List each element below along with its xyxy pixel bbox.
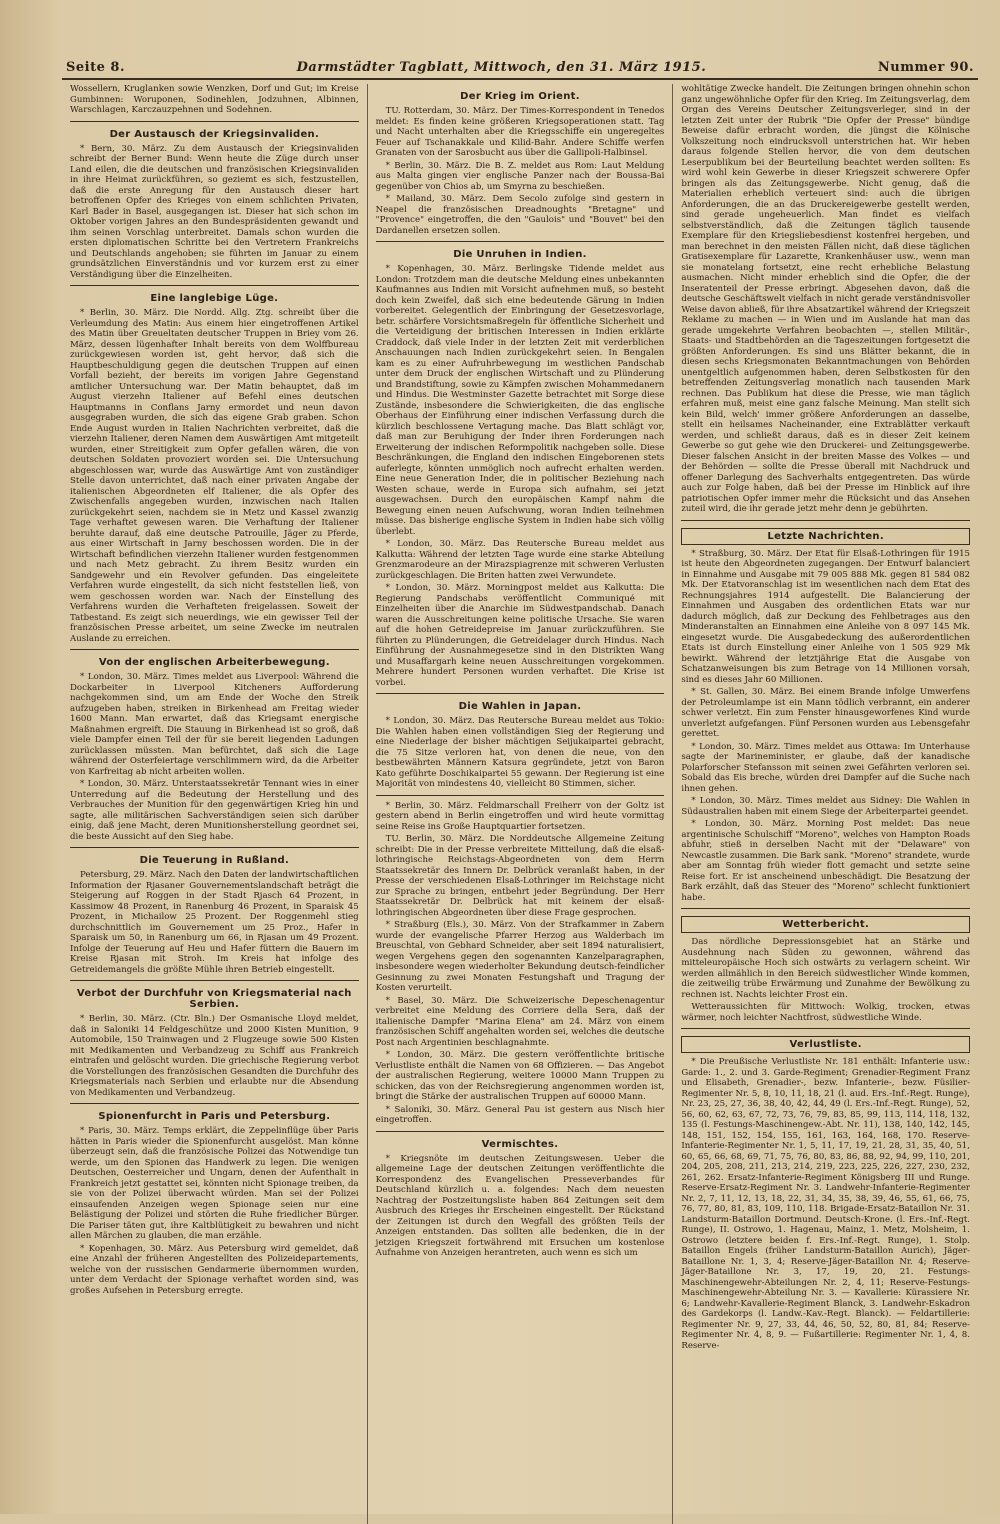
article-text: * London, 30. März. Die gestern veröffentlichte britische Verlustliste enthält die Namen von 68 Offizieren. — Das Angebot der australischen Regierung, weitere 10000 Mann Truppen zu schicken, das von der Reichsregierung angenommen worden ist, bringt die Stärke der australischen Truppen auf 60000 Mann. [375,1050,665,1102]
article-text: * London, 30. März. Unterstaatssekretär Tennant wies in einer Unterredung auf die Bedeutung der Herstellung und des Verbrauches der Munition für den gegenwärtigen Krieg hin und sagte, alle militärischen Sachverständigen seien sich darüber einig, daß jene Macht, deren Munitionsherstellung geordnet sei, die beste Aussicht auf den Sieg habe. [70,779,359,842]
article-text: * Bern, 30. März. Zu dem Austausch der Kriegsinvaliden schreibt der Berner Bund: Wenn heute die Züge durch unser Land eilen, die die deutschen und französischen Kriegsinvaliden in ihre Heimat zurückführen, so geziemt es sich, festzustellen, daß die erste Anregung für den Austausch dieser hart betroffenen Opfer des Krieges von einem schlichten Privaten, Karl Bader in Basel, ausgegangen ist. Dieser hat sich schon im Oktober vorigen Jahres an den Bundespräsidenten gewandt und ihm seinen Vorschlag unterbreitet. Damals schon wurden die ersten diplomatischen Schritte bei den Vertretern Frankreichs und Deutschlands angehoben; sie führten im Januar zu einem grundsätzlichen Einverständnis und vor kurzem erst zu einer Verständigung über die Einzelheiten. [70,143,359,280]
column-1 [62,84,368,1524]
newspaper-title-date: Darmstädter Tagblatt, Mittwoch, den 31. März 1915. [296,60,707,75]
article-text: * London, 30. März. Das Reutersche Bureau meldet aus Tokio: Die Wahlen haben einen vollständigen Sieg der Regierung und eine Niederlage der bisher mächtigen Seijukaipartei gebracht, die 75 Sitze verloren hat, von denen die neue, von den bestbewährten Männern Katsura gegründete, jetzt von Baron Kato geführte Doschikaipartei 55 gewann. Der Regierung ist eine Majorität von mindestens 40, vielleicht 80 Stimmen, sicher. [375,716,665,789]
article-text: TU. Rotterdam, 30. März. Der Times-Korrespondent in Tenedos meldet: Es finden keine größeren Kriegsoperationen statt. Tag und Nacht unterhalten aber die Kriegsschiffe ein ungeregeltes Feuer auf Tschanakkale und Kilid-Bahr. Andere Schiffe werfen Granaten von der Sarosbucht aus über die Gallipoli-Halbinsel. [375,106,665,158]
article-text: * London, 30. März. Morningpost meldet aus Kalkutta: Die Regierung Pandschabs veröffentlicht Communiqué mit Einzelheiten über die Anarchie im Südwestpandschab. Danach waren die Ausschreitungen keine politische Ursache. Sie waren auf die hohen Getreidepreise im Januar zurückzuführen. Sie führten zu Plünderungen, die Getreidelager durch Hindus. Nach Einführung der Ausnahmegesetze sind in den Distrikten Wang und Musaffargarh keine neuen Ausschreitungen vorgekommen. Mehrere hundert Personen wurden verhaftet. Die Krise ist vorbei. [375,583,665,688]
article-text: * Straßburg (Els.), 30. März. Von der Strafkammer in Zabern wurde der evangelische Pfarrer Herzog aus Walderbach im Breuschtal, von Gebhard Schneider, aber seit 1894 naturalisiert, wegen Vergehens gegen den sogenannten Kanzelparagraphen, insbesondere wegen wiederholter Bekundung deutsch-feindlicher Gesinnung zu zwei Monaten Festungshaft und Tragung der Kosten verurteilt. [375,920,665,993]
article-heading: Die Wahlen in Japan. [458,701,582,712]
article-text: * London, 30. März. Morning Post meldet: Das neue argentinische Schulschiff "Moreno", welches von Hampton Roads abfuhr, stieß in derselben Nacht mit der "Delaware" von Newcastle zusammen. Die Bark sank. "Moreno" strandete, wurde aber am Sonntag früh wieder flott gemacht und setzte seine Reise fort. Er ist anscheinend unbeschädigt. Die Besatzung der Bark erzählt, daß das Steuer des "Moreno" schlecht funktioniert habe. [681,819,971,903]
divider [681,908,970,909]
divider [70,1103,359,1104]
article-text: * St. Gallen, 30. März. Bei einem Brande infolge Umwerfens der Petroleumlampe ist ein Mann tödlich verbrannt, ein anderer schwer verletzt. Ein zum Fenster hinausgeworfenes Kind wurde unverletzt aufgefangen. Fünf Personen wurden aus Lebensgefahr gerettet. [681,687,971,739]
masthead [62,8,978,80]
column-2 [368,84,674,1524]
divider [681,1028,970,1029]
article-heading: Spionenfurcht in Paris und Petersburg. [98,1111,331,1122]
article-text: * London, 30. März. Times meldet aus Ottawa: Im Unterhause sagte der Marineminister, er glaube, daß der kanadische Polarforscher Stefansson mit seinen zwei Gefährten verloren sei. Sobald das Eis breche, würden drei Dampfer auf die Suche nach ihnen gehen. [681,741,971,794]
article-text: * Berlin, 30. März. Die B. Z. meldet aus Rom: Laut Meldung aus Malta gingen vier englische Panzer nach der Boussa-Bai gegenüber von Chios ab, um Smyrna zu beschießen. [375,160,665,192]
divider [70,980,359,981]
article-text: * Kopenhagen, 30. März. Berlingske Tidende meldet aus London: Trotzdem man die deutsche Meldung eines unbekannten Kaufmannes aus Indien mit Vorsicht aufnehmen muß, so besteht doch kein Zweifel, daß sich eine bedeutende Gärung in Indien vorbereitet. Gelegentlich der Einbringung der Gesetzesvorlage, betr. schärfere Vorsichtsmaßregeln für öffentliche Sicherheit und die Verteidigung der britischen Interessen in Indien erklärte Craddock, daß viele Inder in der letzten Zeit mit verderblichen Anschauungen nach Indien zurückgekehrt seien. In Bengalen kam es zu einer Aufruhrbewegung im westlichen Pandschab unter dem Druck der englischen Wirtschaft und zu Plünderung und Brandstiftung, sowie zu Kämpfen zwischen Mohammedanern und Hindus. Die Westminster Gazette betrachtet mit Sorge diese Zustände, insbesondere die Schwierigkeiten, die das englische Oberhaus der Einführung einer indischen Verfassung durch die kürzlich beschlossene Vertagung mache. Das Blatt schlägt vor, daß man zur Beruhigung der Inder ihren Forderungen nach Erweiterung der indischen Reformpolitik nachgeben solle. Diese Beschränkungen, die England den indischen Eingeborenen stets auferlegte, könnten unmöglich noch aufrecht erhalten werden. Eine neue Generation Inder, die in politischer Beziehung nach Westen schaue, werde in Europa sich aufnahm, sei jetzt ausgewachsen. Durch den europäischen Kampf nahm die Bewegung einen neuen Aufschwung, woran Indien teilnehmen müsse. Das bisherige englische System in Indien habe sich völlig überlebt. [375,264,665,537]
page-number: Seite 8. [66,60,125,75]
article-text: * Kopenhagen, 30. März. Aus Petersburg wird gemeldet, daß eine Anzahl der früheren Angestellten des Polizeidepartements, welche von der russischen Gendarmerie übernommen wurden, unter dem Verdacht der Spionage verhaftet worden sind, was großes Aufsehen in Petersburg erregte. [70,1243,359,1296]
article-text: * Die Preußische Verlustliste Nr. 181 enthält: Infanterie usw.: Garde: 1., 2. und 3. Garde-Regiment; Grenadier-Regiment Franz und Elisabeth, Grenadier-, bezw. Infanterie-, bezw. Füsilier-Regimenter Nr. 5, 8, 10, 11, 18, 21 (l. aud. Ers.-Inf.-Regt. Runge), Nr. 23, 25, 27, 36, 38, 40, 42, 44, 49 (l. Ers.-Inf.-Regt. Runge), 52, 56, 60, 62, 63, 67, 72, 73, 76, 79, 83, 85, 99, 113, 114, 118, 132, 135 (l. Festungs-Maschinengew.-Abt. Nr. 11), 138, 140, 142, 145, 148, 151, 152, 154, 155, 161, 163, 164, 168, 170. Reserve-Infanterie-Regimenter Nr. 1, 5, 11, 17, 19, 21, 28, 31, 35, 40, 51, 60, 65, 66, 68, 69, 71, 75, 76, 80, 83, 86, 88, 92, 94, 99, 110, 201, 204, 205, 208, 211, 213, 214, 219, 223, 225, 226, 227, 230, 232, 261, 262. Ersatz-Infanterie-Regiment Königsberg III und Runge. Reserve-Ersatz-Regiment Nr. 3. Landwehr-Infanterie-Regimenter Nr. 2, 7, 11, 12, 13, 18, 22, 31, 34, 35, 38, 39, 46, 55, 61, 66, 75, 76, 77, 80, 81, 83, 109, 110, 118. Brigade-Ersatz-Bataillon Nr. 31. Landsturm-Bataillon Dortmund. Deutsch-Krone. (l. Ers.-Inf.-Regt. Runge), II. Ostrowo, 1. Hagenau, Mainz, 1. Metz, Molsheim, 1. Ostrowo (letztere beiden f. Ers.-Inf.-Regt. Runge), 1. Stolp. Bataillon Engels (früher Landsturm-Bataillon Aurich), Jäger-Bataillone Nr. 1, 3, 4; Reserve-Jäger-Bataillon Nr. 4; Reserve-Jäger-Bataillone Nr. 3, 17, 19, 20, 21. Festungs-Maschinengewehr-Abteilungen Nr. 2, 4, 11; Reserve-Festungs-Maschinengewehr-Abteilung Nr. 3. — Kavallerie: Kürassiere Nr. 6; Landwehr-Kavallerie-Regiment Blanck, 3. Landwehr-Eskadron des Gardekorps (l. Landw.-Kav.-Regt. Blanck). — Feldartillerie: Regimenter Nr. 9, 27, 33, 44, 46, 50, 52, 80, 81, 84; Reserve-Regimenter Nr. 4, 8, 9. — Fußartillerie: Regimenter Nr. 1, 4, 8. Reserve- [681,1057,971,1351]
article-text: * Saloniki, 30. März. General Pau ist gestern aus Nisch hier eingetroffen. [375,1104,665,1125]
article-text: * Paris, 30. März. Temps erklärt, die Zeppelinflüge über Paris hätten in Paris wieder die Spionenfurcht ausgelöst. Man könne überzeugt sein, daß die französische Polizei das Notwendige tun werde, um den Spionen das Handwerk zu legen. Die wenigen Deutschen, Oesterreicher und Ungarn, denen der Aufenthalt in Frankreich jetzt gestattet sei, könnten nicht Spionage treiben, da sie von der Polizei überwacht würden. Man sei der Polizei einsaufenden Anzeigen wegen Spionage seien nur eine Belästigung der Polizei und störten die Ruhe friedlicher Bürger. Die Pariser täten gut, ihre Kaltblütigkeit zu bewahren und nicht allen Märchen zu glauben, die man erzähle. [70,1126,359,1241]
divider [376,241,665,242]
article-text: TU. Berlin, 30. März. Die Norddeutsche Allgemeine Zeitung schreibt: Die in der Presse verbreitete Mitteilung, daß die elsaß-lothringische Reichstags-Abgeordneten von dem Herrn Staatssekretär des Innern Dr. Delbrück veranlaßt haben, in der Presse der verschiedenen Elsaß-Lothringer im Reichstage nicht zur Sprache zu bringen, entbehrt jeder Begründung. Der Herr Staatssekretär Dr. Delbrück hat mit keinem der elsaß-lothringischen Abgeordneten über diese Frage gesprochen. [375,834,665,918]
article-heading: Die Teuerung in Rußland. [139,855,290,866]
issue-number: Nummer 90. [877,60,974,75]
article-heading: Die Unruhen in Indien. [453,249,587,260]
divider [70,121,359,122]
article-text: * Berlin, 30. März. Feldmarschall Freiherr von der Goltz ist gestern abend in Berlin eingetroffen und wird heute vormittag seine Reise ins Große Hauptquartier fortsetzen. [375,800,665,832]
divider [376,1131,665,1132]
article-text: Wossellern, Kruglanken sowie Wenzken, Dorf und Gut; im Kreise Gumbinnen: Woruponen, Sodinehlen, Jodzuhnen, Albinnen, Warschlagen, Karczauzpehnen und Sodehnen. [70,84,359,115]
article-heading: Wetterbericht. [681,916,970,933]
article-text: * Basel, 30. März. Die Schweizerische Depeschenagentur verbreitet eine Meldung des Corriere della Sera, daß der italienische Dampfer "Marina Elena" am 24. März von einem französischen Schiff angehalten worden sei, welches die deutsche Post nach Argentinien beschlagnahmte. [375,995,665,1048]
article-text: * Kriegsnöte im deutschen Zeitungswesen. Ueber die allgemeine Lage der deutschen Zeitungen veröffentlichte die Korrespondenz des Evangelischen Presseverbandes für Deutschland kürzlich u. a. folgendes: Nach dem neuesten Nachtrag der Postzeitungsliste haben 864 Zeitungen seit dem Ausbruch des Krieges ihr Erscheinen eingestellt. Der Rückstand der Zeitungen ist durch den Wegfall des größten Teils der Anzeigen entstanden. Das sollten alle bedenken, die in der jetzigen Kriegszeit fortwährend mit Ersuchen um kostenlose Aufnahme von Anzeigen herantreten, auch wenn es sich um [375,1153,665,1258]
article-text: * London, 30. März. Times meldet aus Sidney: Die Wahlen in Südaustralien haben mit einem Siege der Arbeiterpartei geendet. [681,796,971,817]
divider [681,520,970,521]
divider [70,847,359,848]
article-text: Das nördliche Depressionsgebiet hat an Stärke und Ausdehnung nach Süden zu gewonnen, während das mitteleuropäische Hoch sich ostwärts zu verlagern scheint. Wir werden allmählich in den Bereich südwestlicher Winde kommen, die zeitweilig trübe Erwärmung und Zunahme der Bewölkung zu rechnen ist. Nachts leichter Frost ein. [681,937,971,1000]
article-text: wohltätige Zwecke handelt. Die Zeitungen bringen ohnehin schon ganz ungewöhnliche Opfer für den Krieg. Im Zeitungsverlag, dem Organ des Vereins Deutscher Zeitungsverleger, sind in der letzten Zeit unter der Rubrik "Die Opfer der Presse" bündige Beweise dafür erbracht worden, die jüngst die Kölnische Volkszeitung noch eindrucksvoll unterstrichen hat. Wir heben daraus folgende Stellen hervor, die von dem deutschen Leserpublikum bei der Beurteilung beachtet werden sollten: Es wird wohl kein Gewerbe in dieser Kriegszeit schwerere Opfer bringen als das Zeitungsgewerbe. Nicht genug, daß die Materialien erheblich verteuert sind: auch die übrigen Anforderungen, die an das Druckereigewerbe gestellt werden, sind gerade ungeheuerlich. Man findet es vielfach selbstverständlich, daß die Zeitungen täglich tausende Exemplare für den Kriegsliebesdienst kostenfrei hergeben, und man berechnet in den meisten Fällen nicht, daß diese täglichen Gratisexemplare für Lazarette, Krankenhäuser usw., wenn man sie monatelang fortsetzt, eine recht erhebliche Belastung ausmachen. Nicht minder erheblich sind die Opfer, die der Inseratenteil der Presse erbringt. Abgesehen davon, daß die deutsche Geschäftswelt vielfach in nicht gerade verständnisvoller Weise davon abließ, für ihre Absatzartikel während der Kriegszeit Reklame zu machen — in Wien und im Auslande hat man das gerade umgekehrte Verfahren beobachten —, stellen Militär-, Staats- und Stadtbehörden an die Tageszeitungen fortgesetzt die größten Anforderungen. Es sind uns Blätter bekannt, die in diesen sechs Kriegsmonaten Bekanntmachungen von Behörden unentgeltlich aufgenommen haben, deren Selbstkosten für den betreffenden Zeitungsverlag monatlich nach tausenden Mark rechnen. Das Publikum hat diese die Presse, wie man täglich erfahren muß, meist eine ganz falsche Meinung. Man stellt sich kein Bild, welch' immer größere Anforderungen an dasselbe, stellt ein heilsames Nacheinander, eine Extrablätter verkauft werden, und schließt daraus, daß es in dieser Zeit keinem Gewerbe so gut gehe wie den Druckerei- und Zeitungsgewerbe. Dieser falschen Ansicht in der breiten Masse des Volkes — und der Behörden — sollte die Presse überall mit Nachdruck und offener Darlegung des Sachverhalts entgegentreten. Das würde auch zur Folge haben, daß bei der Presse im Hinblick auf ihre patriotischen Opfer immer mehr die Rücksicht und das Ansehen zuteil wird, die ihr gerade jetzt mehr denn je gebührten. [681,84,971,514]
article-text: * Berlin, 30. März. Die Nordd. Allg. Ztg. schreibt über die Verleumdung des Matin: Aus einem hier eingetroffenen Artikel des Matin über Greueltaten deutscher Truppen in Briey vom 26. März, dessen lügenhafter Inhalt bereits von dem Wolffbureau zurückgewiesen worden ist, geht hervor, daß sich die Hauptbeschuldigung gegen die deutschen Truppen auf einen Vorfall bezieht, der bereits im vorigen Jahre Gegenstand amtlicher Untersuchung war. Der Matin behauptet, daß im August vierzehn Italiener auf Befehl eines deutschen Hauptmanns in Conflans Jarny ermordet und neun davon ausgegraben wurden, die sich das eigene Grab graben. Schon Ende August wurden in Italien Nachrichten verbreitet, daß die vierzehn Italiener, deren Namen dem Auswärtigen Amt mitgeteilt wurden, einer Streitigkeit zum Opfer gefallen wären, die von deutschen Soldaten provoziert worden sei. Die Untersuchung abgeschlossen war, wurde das Auswärtige Amt von zuständiger Stelle davon unterrichtet, daß nach einer privaten Angabe der italienischen Abgeordneten elf Italiener, die als Opfer des Zwischenfalls angegeben wurden, inzwischen nach Italien zurückgekehrt seien, nachdem sie in Metz und Kassel zwanzig Tage verhaftet gewesen waren. Die Verhaftung der Italiener beruhte darauf, daß eine deutsche Patrouille, Jäger zu Pferde, aus einer Wirtschaft in Jarny beschossen worden. Die in der Wirtschaft befindlichen vierzehn Italiener wurden festgenommen und nach Metz gebracht. Zu ihrem Besitz wurden ein Sandgewehr und ein Revolver gefunden. Das eingeleitete Verfahren wurde eingestellt, da sich nicht feststellen ließ, von wem geschossen worden war. Nach der Einstellung des Verfahrens wurden die Verhafteten freigelassen. Soweit der Tatbestand. Es zeigt sich neuerdings, wie ein gewisser Teil der französischen Presse arbeitet, um seine Zwecke im neutralen Auslande zu erreichen. [70,308,359,644]
article-text: Petersburg, 29. März. Nach den Daten der landwirtschaftlichen Information der Rjasaner Gouvernementslandschaft beträgt die Steigerung auf Roggen in der Stadt Rjasch 64 Prozent, in Kassimow 48 Prozent, in Ranenburg 46 Prozent, in Sparaisk 45 Prozent, in Michailow 25 Prozent. Der Roggenmehl stieg durchschnittlich im Gouvernement um 25 Proz., Hafer in Sparaisk um 50, in Ranenburg um 66, in Rjasan um 49 Prozent. Infolge der Teuerung auf Heu und Hafer füttern die Bauern im Kreise Rjasan mit Stroh. Im Kreis hat infolge des Getreidemangels die größte Mühle ihren Betrieb eingestellt. [70,870,359,975]
article-heading: Eine langlebige Lüge. [150,293,279,304]
divider [376,693,665,694]
article-heading: Verlustliste. [681,1036,970,1053]
article-text: * London, 30. März. Times meldet aus Liverpool: Während die Dockarbeiter in Liverpool Kitcheners Aufforderung nachgekommen sind, um am Ende der Woche den Streik aufzugeben haben, streiken in Birkenhead am Freitag wieder 1600 Mann. Man erwartet, daß das Kriegsamt energische Maßnahmen ergreift. Die Stauung in Birkenhead ist so groß, daß viele Dampfer einen Teil der für sie bereit liegenden Ladungen zurücklassen müssten. Man befürchtet, daß sich die Lage während der Osterfeiertage verschlimmern wird, da die Arbeiter von Karfreitag ab nicht arbeiten wollen. [70,672,359,777]
divider [376,795,665,796]
article-heading: Der Krieg im Orient. [460,91,580,102]
article-heading: Vermischtes. [481,1138,559,1150]
article-heading: Der Austausch der Kriegsinvaliden. [109,128,320,140]
divider [70,649,359,650]
column-3 [673,84,978,1524]
article-text: * Straßburg, 30. März. Der Etat für Elsaß-Lothringen für 1915 ist heute den Abgeordneten zugegangen. Der Entwurf balanciert in Einnahme und Ausgabe mit 79 005 888 Mk. gegen 81 584 082 Mk. Der Etatvoranschlag ist im wesentlichen nach dem Etat des Rechnungsjahres 1914 aufgestellt. Die Balancierung der Einnahmen und Ausgaben des ordentlichen Etats war nur dadurch möglich, daß zur Deckung des Fehlbetrages aus den Minderanstalten an Einnahmen eine Anleihe von 8 097 145 Mk. eingesetzt wurde. Die Ausgabedeckung des außerordentlichen Etats ist durch Einstellung einer Anleihe von 1 505 929 Mk bewirkt. Während der letztjährige Etat die Ausgabe von Schatzanweisungen bis zum Betrage von 14 Millionen vorsah, sind es dieses Jahr 60 Millionen. [681,548,971,685]
columns [62,84,978,1524]
article-text: * London, 30. März. Das Reutersche Bureau meldet aus Kalkutta: Während der letzten Tage wurde eine starke Abteilung Grenzmarodeure an der Mirazspiagrenze mit schweren Verlusten zurückgeschlagen. Die Briten hatten zwei Verwundete. [375,539,665,581]
article-heading: Verbot der Durchfuhr von Kriegsmaterial nach Serbien. [76,988,352,1010]
article-text: * Berlin, 30. März. (Ctr. Bln.) Der Osmanische Lloyd meldet, daß in Saloniki 14 Feldgeschütze und 2000 Kisten Munition, 9 Automobile, 150 Trainwagen und 2 Flugzeuge sowie 500 Kisten mit Medikamenten und Verbandzeug zu Schiff aus Frankreich eintrafen und gelöscht wurden. Die griechische Regierung verbot die Vorstellungen des französischen Gesandten die Durchfuhr des Kriegsmaterials nach Serbien und erlaubte nur die Absendung von Medikamenten und Verbandzeug. [70,1014,359,1098]
divider [70,285,359,286]
article-text: * Mailand, 30. März. Dem Secolo zufolge sind gestern in Neapel die französischen Dreadnoughts "Bretagne" und "Provence" eingetroffen, die den "Gaulois" und "Bouvet" bei den Dardanellen ersetzen sollen. [375,194,665,236]
article-heading: Von der englischen Arbeiterbewegung. [98,657,330,668]
article-text: Wetteraussichten für Mittwoch: Wolkig, trocken, etwas wärmer, noch leichter Nachtfrost, südwestliche Winde. [681,1002,971,1023]
article-heading: Letzte Nachrichten. [681,528,970,545]
